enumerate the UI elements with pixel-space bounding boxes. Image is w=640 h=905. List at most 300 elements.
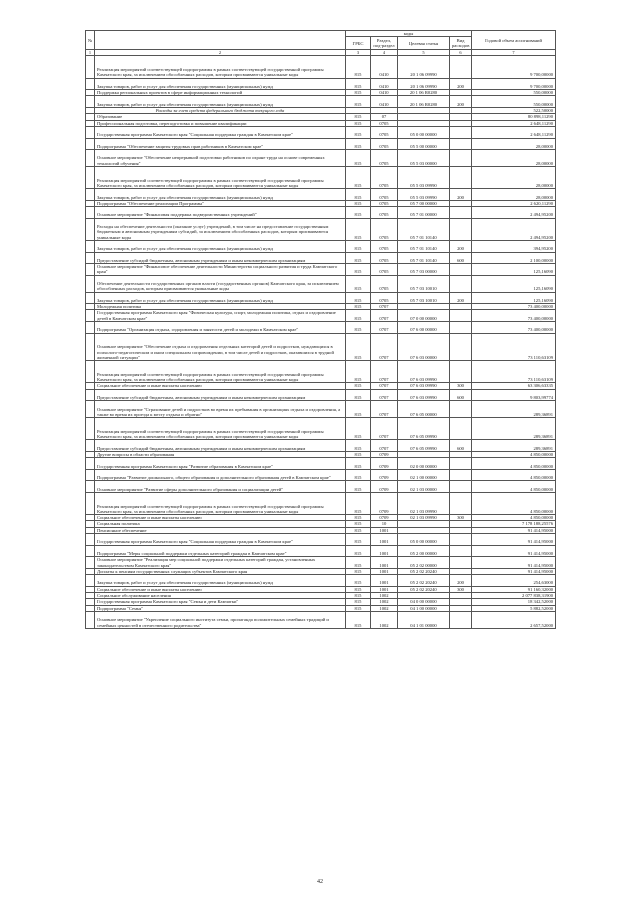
row-target-cell: 04 1 00 00000 [398, 605, 450, 611]
row-total-cell: 394,95200 [472, 240, 556, 252]
row-name-cell: Закупка товаров, работ и услуг для обеспечения государственных (муниципальных) нужд [95, 96, 346, 108]
row-razdel-cell: 0709 [371, 458, 398, 470]
table-row [86, 440, 556, 452]
row-razdel-cell: 0410 [371, 78, 398, 90]
col-number: 3 [346, 50, 371, 56]
row-grbs-cell: 815 [346, 418, 371, 440]
row-grbs-cell: 815 [346, 557, 371, 569]
row-razdel-cell: 1001 [371, 527, 398, 533]
row-vid-cell [450, 56, 472, 78]
row-name-cell: Реализация мероприятий соответствующей подпрограммы в рамках соответствующей государственной программы Камчатского края, за исключением обособленных расходов, которым присваиваются уникальные коды [95, 418, 346, 440]
row-total-cell: 80 898,11290 [472, 114, 556, 120]
row-target-cell: 05 7 01 10140 [398, 240, 450, 252]
row-target-cell: 07 6 03 00000 [398, 333, 450, 361]
table-row [86, 611, 556, 628]
row-num-cell [86, 333, 95, 361]
row-razdel-cell: 0705 [371, 218, 398, 240]
row-total-cell: 125,16090 [472, 275, 556, 292]
row-total-cell: 9 700,00000 [472, 56, 556, 78]
row-razdel-cell: 0705 [371, 126, 398, 138]
row-grbs-cell: 815 [346, 150, 371, 167]
row-num-cell [86, 167, 95, 189]
row-razdel-cell: 0410 [371, 90, 398, 96]
row-total-cell: 550,00000 [472, 96, 556, 108]
row-grbs-cell: 815 [346, 264, 371, 276]
table-row [86, 56, 556, 78]
header-total: Годовой объем ассигнований [472, 31, 556, 50]
row-grbs-cell: 815 [346, 401, 371, 418]
row-target-cell: 07 6 05 09990 [398, 418, 450, 440]
row-razdel-cell: 0707 [371, 304, 398, 310]
row-target-cell: 07 6 05 09990 [398, 440, 450, 452]
row-razdel-cell: 1001 [371, 568, 398, 574]
row-name-cell: Реализация мероприятий соответствующей подпрограммы в рамках соответствующей государственной программы Камчатского края, за исключением обособленных расходов, которым присваиваются уникальные коды [95, 167, 346, 189]
row-total-cell: 91 414,95000 [472, 527, 556, 533]
row-vid-cell [450, 492, 472, 514]
row-grbs-cell: 815 [346, 389, 371, 401]
row-total-cell: 9 803,99774 [472, 389, 556, 401]
row-grbs-cell: 815 [346, 586, 371, 592]
page-number: 42 [317, 879, 323, 885]
row-grbs-cell: 815 [346, 575, 371, 587]
row-num-cell [86, 56, 95, 78]
row-grbs-cell: 815 [346, 481, 371, 493]
row-name-cell: Социальное обеспечение и иные выплаты населению [95, 515, 346, 521]
row-grbs-cell: 815 [346, 333, 371, 361]
row-target-cell: 05 5 03 00000 [398, 150, 450, 167]
row-name-cell: Государственная программа Камчатского края "Физическая культура, спорт, молодежная политика, отдых и оздоровление детей в Камчатском крае" [95, 310, 346, 322]
col-number: 5 [398, 50, 450, 56]
row-grbs-cell: 815 [346, 207, 371, 219]
row-grbs-cell: 815 [346, 599, 371, 605]
row-target-cell: 05 7 03 10010 [398, 292, 450, 304]
row-num-cell [86, 78, 95, 90]
budget-document [85, 30, 555, 629]
row-name-cell: Пенсионное обеспечение [95, 527, 346, 533]
row-razdel-cell: 1001 [371, 575, 398, 587]
row-num-cell [86, 492, 95, 514]
table-row [86, 96, 556, 108]
row-razdel-cell: 1001 [371, 557, 398, 569]
table-row [86, 126, 556, 138]
table-row [86, 492, 556, 514]
row-num-cell [86, 534, 95, 546]
row-total-cell: 5 882,52000 [472, 605, 556, 611]
row-vid-cell [450, 207, 472, 219]
row-total-cell: 550,00000 [472, 90, 556, 96]
row-grbs-cell: 815 [346, 593, 371, 599]
row-name-cell: Подпрограмма "Развитие дошкольного, общего образования и дополнительного образования детей в Камчатском крае" [95, 469, 346, 481]
row-name-cell: Государственная программа Камчатского края "Социальная поддержка граждан в Камчатском крае" [95, 126, 346, 138]
table-row [86, 150, 556, 167]
row-vid-cell [450, 534, 472, 546]
row-vid-cell [450, 310, 472, 322]
table-row [86, 218, 556, 240]
row-grbs-cell: 815 [346, 545, 371, 557]
row-total-cell: 4 850,00000 [472, 515, 556, 521]
row-grbs-cell: 815 [346, 611, 371, 628]
table-row [86, 264, 556, 276]
row-total-cell: 125,16090 [472, 292, 556, 304]
row-razdel-cell: 0707 [371, 333, 398, 361]
row-grbs-cell: 815 [346, 200, 371, 206]
row-grbs-cell: 815 [346, 120, 371, 126]
row-name-cell: Социальное обеспечение и иные выплаты населению [95, 383, 346, 389]
row-razdel-cell: 0707 [371, 418, 398, 440]
table-row [86, 418, 556, 440]
row-target-cell: 04 1 01 00000 [398, 611, 450, 628]
row-name-cell: Предоставление субсидий бюджетным, автономным учреждениям и иным некоммерческим организациям [95, 440, 346, 452]
row-vid-cell [450, 481, 472, 493]
row-name-cell: Государственная программа Камчатского края "Социальная поддержка граждан в Камчатском крае" [95, 534, 346, 546]
row-razdel-cell: 0709 [371, 492, 398, 514]
row-grbs-cell: 815 [346, 605, 371, 611]
row-name-cell: Закупка товаров, работ и услуг для обеспечения государственных (муниципальных) нужд [95, 292, 346, 304]
row-vid-cell [450, 322, 472, 334]
row-name-cell: Реализация мероприятий соответствующей подпрограммы в рамках соответствующей государственной программы Камчатского края, за исключением обособленных расходов, которым присваиваются уникальные коды [95, 56, 346, 78]
table-row [86, 138, 556, 150]
row-total-cell: 9 700,00000 [472, 78, 556, 90]
row-grbs-cell: 815 [346, 527, 371, 533]
row-razdel-cell: 0705 [371, 189, 398, 201]
row-num-cell [86, 252, 95, 264]
row-vid-cell: 200 [450, 240, 472, 252]
table-row [86, 361, 556, 383]
row-vid-cell: 300 [450, 383, 472, 389]
row-grbs-cell: 815 [346, 90, 371, 96]
table-header [86, 31, 556, 56]
row-total-cell: 2 100,00000 [472, 252, 556, 264]
row-num-cell [86, 440, 95, 452]
row-name-cell: Закупка товаров, работ и услуг для обеспечения государственных (муниципальных) нужд [95, 78, 346, 90]
row-target-cell: 02 1 03 00000 [398, 481, 450, 493]
row-razdel-cell: 0410 [371, 56, 398, 78]
row-razdel-cell: 0707 [371, 361, 398, 383]
row-num-cell [86, 310, 95, 322]
row-total-cell: 63 306,63335 [472, 383, 556, 389]
row-total-cell: 4 850,00000 [472, 481, 556, 493]
row-total-cell: 28,00000 [472, 138, 556, 150]
col-number: 6 [450, 50, 472, 56]
row-num-cell [86, 458, 95, 470]
row-razdel-cell: 0705 [371, 150, 398, 167]
row-razdel-cell: 1002 [371, 599, 398, 605]
row-total-cell: 125,16090 [472, 264, 556, 276]
row-grbs-cell: 815 [346, 218, 371, 240]
row-target-cell: 07 6 05 00000 [398, 401, 450, 418]
table-body [86, 56, 556, 628]
row-num-cell [86, 96, 95, 108]
row-grbs-cell: 815 [346, 383, 371, 389]
row-name-cell: Социальное обеспечение и иные выплаты населению [95, 586, 346, 592]
row-name-cell: Основное мероприятие "Обеспечение непрерывной подготовки работников по охране труда на основе современных технологий обучения" [95, 150, 346, 167]
row-num-cell [86, 469, 95, 481]
row-name-cell: Основное мероприятие "Финансовая поддержка подведомственных учреждений" [95, 207, 346, 219]
row-num-cell [86, 389, 95, 401]
row-total-cell: 7 178 188,25576 [472, 521, 556, 527]
row-name-cell: Предоставление субсидий бюджетным, автономным учреждениям и иным некоммерческим организациям [95, 252, 346, 264]
row-name-cell: Основное мероприятие "Укрепление социального института семьи, пропаганда положительных семейных традиций и семейных ценностей в отечественного родительства" [95, 611, 346, 628]
row-total-cell: 254,63000 [472, 575, 556, 587]
row-total-cell: 4 850,00000 [472, 451, 556, 457]
row-vid-cell: 200 [450, 78, 472, 90]
budget-table [85, 30, 556, 629]
row-grbs-cell: 815 [346, 310, 371, 322]
table-row [86, 167, 556, 189]
row-grbs-cell: 815 [346, 252, 371, 264]
row-razdel-cell: 0705 [371, 252, 398, 264]
row-name-cell: Расходы на обеспечение деятельности (оказание услуг) учреждений, в том числе на предоставление государственным бюджетным и автономным учреждениям субсидий, за исключением обособленных расходов, которым присваиваются уникальные коды [95, 218, 346, 240]
row-num-cell [86, 218, 95, 240]
row-target-cell: 02 0 00 00000 [398, 458, 450, 470]
row-vid-cell [450, 126, 472, 138]
col-number: 2 [95, 50, 346, 56]
table-row [86, 469, 556, 481]
row-total-cell: 28,00000 [472, 167, 556, 189]
row-num-cell [86, 575, 95, 587]
row-total-cell: 2 494,95200 [472, 207, 556, 219]
row-grbs-cell: 815 [346, 492, 371, 514]
row-num-cell [86, 240, 95, 252]
table-row [86, 481, 556, 493]
row-grbs-cell: 815 [346, 534, 371, 546]
row-grbs-cell: 815 [346, 361, 371, 383]
row-target-cell: 07 6 00 00000 [398, 322, 450, 334]
row-vid-cell: 300 [450, 515, 472, 521]
row-grbs-cell: 815 [346, 56, 371, 78]
row-num-cell [86, 275, 95, 292]
row-name-cell: Основное мероприятие "Развитие сферы дополнительного образования и социализации детей" [95, 481, 346, 493]
row-target-cell: 05 5 03 09990 [398, 189, 450, 201]
row-target-cell: 05 0 00 00000 [398, 126, 450, 138]
row-num-cell [86, 322, 95, 334]
row-name-cell: Основное мероприятие "Обеспечение отдыха и оздоровления отдельных категорий детей и подростков, нуждающихся в психолого-педагогическом и ином специальном сопровождении, в том числе детей и подростков, оказавшихся в трудной жизненной ситуации" [95, 333, 346, 361]
row-name-cell: Подпрограмма "Обеспечение реализации Программы" [95, 200, 346, 206]
row-vid-cell [450, 401, 472, 418]
row-target-cell: 20 1 06 R0280 [398, 96, 450, 108]
row-vid-cell [450, 611, 472, 628]
row-vid-cell: 200 [450, 189, 472, 201]
row-razdel-cell: 0705 [371, 275, 398, 292]
header-vid: Вид расходов [450, 37, 472, 50]
row-total-cell: 2 657,52000 [472, 611, 556, 628]
row-grbs-cell: 815 [346, 78, 371, 90]
table-row [86, 401, 556, 418]
row-num-cell [86, 150, 95, 167]
row-total-cell: 91 414,95000 [472, 557, 556, 569]
row-total-cell: 91 414,95000 [472, 568, 556, 574]
row-num-cell [86, 207, 95, 219]
row-total-cell: 2 648,11290 [472, 120, 556, 126]
row-vid-cell [450, 458, 472, 470]
row-grbs-cell: 815 [346, 322, 371, 334]
row-name-cell: Доплаты к пенсиям государственных служащих субъектов Камчатского края [95, 568, 346, 574]
row-razdel-cell: 07 [371, 114, 398, 120]
row-vid-cell [450, 275, 472, 292]
row-target-cell: 02 1 03 09990 [398, 515, 450, 521]
row-grbs-cell: 815 [346, 114, 371, 120]
row-total-cell: 91 414,95000 [472, 534, 556, 546]
row-name-cell: Другие вопросы в области образования [95, 451, 346, 457]
row-razdel-cell: 0709 [371, 469, 398, 481]
row-name-cell: Реализация мероприятий соответствующей подпрограммы в рамках соответствующей государственной программы Камчатского края, за исключением обособленных расходов, которым присваиваются уникальные коды [95, 361, 346, 383]
row-target-cell: 20 1 06 R0280 [398, 90, 450, 96]
row-vid-cell [450, 167, 472, 189]
row-vid-cell: 200 [450, 96, 472, 108]
row-target-cell: 07 6 03 09990 [398, 361, 450, 383]
row-vid-cell [450, 150, 472, 167]
row-razdel-cell: 0707 [371, 401, 398, 418]
header-grbs: ГРБС [346, 37, 371, 50]
row-target-cell: 05 2 02 20240 [398, 568, 450, 574]
table-row [86, 557, 556, 569]
row-num-cell [86, 189, 95, 201]
row-vid-cell [450, 138, 472, 150]
row-total-cell: 2 077 838,31900 [472, 593, 556, 599]
row-grbs-cell: 815 [346, 96, 371, 108]
row-total-cell: 4 850,00000 [472, 458, 556, 470]
row-name-cell: Подпрограмма "Меры социальной поддержки отдельных категорий граждан в Камчатском крае" [95, 545, 346, 557]
table-row [86, 240, 556, 252]
row-name-cell: Подпрограмма "Организация отдыха, оздоровления и занятости детей и молодежи в Камчатском крае" [95, 322, 346, 334]
row-target-cell: 05 7 03 00000 [398, 264, 450, 276]
row-total-cell: 28,00000 [472, 150, 556, 167]
row-vid-cell: 600 [450, 389, 472, 401]
row-target-cell: 05 5 03 09990 [398, 167, 450, 189]
row-name-cell: Государственная программа Камчатского края "Семья и дети Камчатки" [95, 599, 346, 605]
row-grbs-cell: 815 [346, 440, 371, 452]
row-razdel-cell: 0705 [371, 292, 398, 304]
row-total-cell: 4 850,00000 [472, 469, 556, 481]
row-razdel-cell: 1001 [371, 545, 398, 557]
row-total-cell: 2 494,95200 [472, 218, 556, 240]
table-row [86, 333, 556, 361]
row-total-cell: 73 110,63109 [472, 361, 556, 383]
row-vid-cell: 600 [450, 440, 472, 452]
row-name-cell: Основное мероприятие "Финансовое обеспечение деятельности Министерства социального развития и труда Камчатского края" [95, 264, 346, 276]
row-name-cell: Подпрограмма "Семья" [95, 605, 346, 611]
row-target-cell: 05 2 02 20240 [398, 586, 450, 592]
row-target-cell: 05 0 00 00000 [398, 534, 450, 546]
header-target: Целевая статья [398, 37, 450, 50]
table-row [86, 545, 556, 557]
row-razdel-cell: 0705 [371, 167, 398, 189]
header-codes-group: коды [346, 31, 472, 37]
row-razdel-cell: 0707 [371, 440, 398, 452]
table-row [86, 252, 556, 264]
row-razdel-cell: 0410 [371, 96, 398, 108]
row-total-cell: 73 400,00000 [472, 304, 556, 310]
row-num-cell [86, 292, 95, 304]
row-grbs-cell: 815 [346, 458, 371, 470]
table-row [86, 322, 556, 334]
row-total-cell: 4 850,00000 [472, 492, 556, 514]
row-name-cell: Социальная политика [95, 521, 346, 527]
row-grbs-cell: 815 [346, 515, 371, 521]
row-razdel-cell: 0707 [371, 322, 398, 334]
row-num-cell [86, 557, 95, 569]
row-total-cell: 91 160,32000 [472, 586, 556, 592]
row-razdel-cell: 1002 [371, 611, 398, 628]
row-name-cell: Профессиональная подготовка, переподготовка и повышение квалификации [95, 120, 346, 126]
row-grbs-cell: 815 [346, 138, 371, 150]
row-vid-cell [450, 218, 472, 240]
col-number: 1 [86, 50, 95, 56]
row-target-cell: 20 1 06 09990 [398, 56, 450, 78]
row-total-cell: 73 400,00000 [472, 322, 556, 334]
row-razdel-cell: 1002 [371, 593, 398, 599]
table-row [86, 78, 556, 90]
row-grbs-cell: 815 [346, 521, 371, 527]
row-name-cell: Поддержка региональных проектов в сфере информационных технологий [95, 90, 346, 96]
row-razdel-cell: 1001 [371, 586, 398, 592]
table-row [86, 207, 556, 219]
row-vid-cell: 300 [450, 586, 472, 592]
row-target-cell: 02 1 00 00000 [398, 469, 450, 481]
row-total-cell: 18 342,52000 [472, 599, 556, 605]
row-razdel-cell: 0705 [371, 138, 398, 150]
row-target-cell: 05 5 00 00000 [398, 138, 450, 150]
row-razdel-cell: 0709 [371, 481, 398, 493]
row-total-cell: 289,36891 [472, 401, 556, 418]
row-vid-cell: 600 [450, 252, 472, 264]
row-name-cell: Реализация мероприятий соответствующей подпрограммы в рамках соответствующей государственной программы Камчатского края, за исключением обособленных расходов, которым присваиваются уникальные коды [95, 492, 346, 514]
row-total-cell: 73 400,00000 [472, 310, 556, 322]
row-vid-cell [450, 264, 472, 276]
header-num: № [86, 31, 95, 50]
row-target-cell: 05 7 01 10140 [398, 218, 450, 240]
row-num-cell [86, 481, 95, 493]
header-razdel: Раздел, под-раздел [371, 37, 398, 50]
row-name-cell: Обеспечение деятельности государственных органов власти (государственных органов) Камчатского края, за исключением обособленных расходов, которым присваиваются уникальные коды [95, 275, 346, 292]
row-razdel-cell: 0709 [371, 451, 398, 457]
row-target-cell: 05 2 00 00000 [398, 545, 450, 557]
row-num-cell [86, 401, 95, 418]
table-row [86, 389, 556, 401]
row-num-cell [86, 611, 95, 628]
table-row [86, 310, 556, 322]
row-name-cell: Закупка товаров, работ и услуг для обеспечения государственных (муниципальных) нужд [95, 240, 346, 252]
row-vid-cell [450, 333, 472, 361]
row-num-cell [86, 138, 95, 150]
row-target-cell: 05 7 03 10010 [398, 275, 450, 292]
row-name-cell: Образование [95, 114, 346, 120]
row-name-cell: Подпрограмма "Обеспечение защиты трудовых прав работников в Камчатском крае" [95, 138, 346, 150]
row-vid-cell [450, 361, 472, 383]
table-row [86, 292, 556, 304]
row-razdel-cell: 0705 [371, 200, 398, 206]
row-target-cell: 05 7 00 00000 [398, 200, 450, 206]
row-razdel-cell: 0705 [371, 120, 398, 126]
row-grbs-cell: 815 [346, 304, 371, 310]
row-vid-cell [450, 469, 472, 481]
row-grbs-cell: 815 [346, 469, 371, 481]
row-total-cell: 2 620,11290 [472, 200, 556, 206]
table-row [86, 534, 556, 546]
row-grbs-cell: 815 [346, 275, 371, 292]
col-number: 4 [371, 50, 398, 56]
table-row [86, 575, 556, 587]
row-name-cell: Расходы за счет средств федерального бюджета текущего года [95, 108, 346, 114]
row-vid-cell [450, 545, 472, 557]
row-target-cell: 02 1 03 09990 [398, 492, 450, 514]
row-grbs-cell: 815 [346, 126, 371, 138]
col-number: 7 [472, 50, 556, 56]
row-num-cell [86, 264, 95, 276]
row-name-cell: Социальное обслуживание населения [95, 593, 346, 599]
row-vid-cell: 200 [450, 575, 472, 587]
table-row [86, 275, 556, 292]
